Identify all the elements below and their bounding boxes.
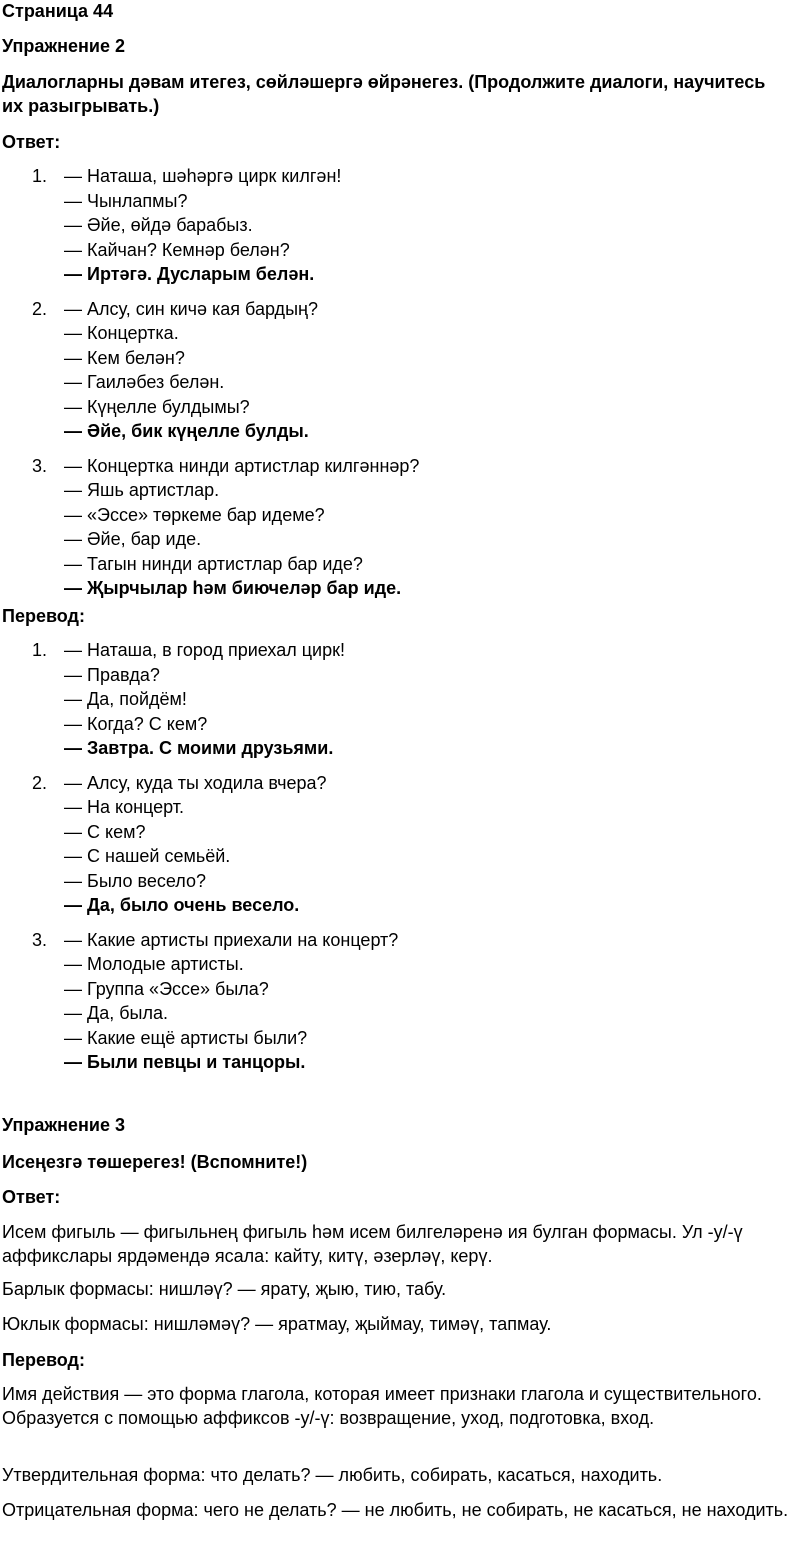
dialog-item: [32, 164, 419, 287]
dialog-line: — Когда? С кем?: [64, 713, 208, 734]
dialog-line: — Молодые артисты.: [64, 954, 244, 974]
dialog-line: — Алсу, син кичә кая бардың?: [64, 298, 318, 319]
dialog-line: — «Эссе» төркеме бар идеме?: [64, 504, 325, 525]
dialog-item: [32, 297, 419, 444]
exercise-2-answer-label: Ответ:: [2, 132, 61, 152]
exercise-2-answer-dialogs: [32, 164, 419, 611]
exercise-2-translation-label: Перевод:: [2, 606, 85, 626]
dialog-line: — Да, пойдём!: [64, 689, 187, 709]
dialog-item: [32, 638, 398, 761]
exercise-2-translation-dialogs: [32, 638, 398, 1085]
dialog-line: — Наташа, в город приехал цирк!: [64, 640, 345, 660]
dialog-line: — Правда?: [64, 664, 160, 685]
dialog-line: — Тагын нинди артистлар бар иде?: [64, 553, 363, 574]
dialog-line: — Күңелле булдымы?: [64, 396, 250, 417]
answer-paragraph: Юклык формасы: нишләмәү? — яратмау, җыймау, тимәү, тапмау.: [2, 1314, 552, 1334]
translation-paragraph: Имя действия — это форма глагола, которая имеет признаки глагола и существительного. Образуется с помощью аффиксов -у/-ү: возвращение, уход, подготовка, вход.: [2, 1384, 762, 1428]
page-title: Страница 44: [2, 1, 114, 21]
dialog-item: [32, 454, 419, 601]
dialog-number: 3.: [32, 455, 48, 476]
dialog-number: 2.: [32, 772, 48, 793]
dialog-number: 2.: [32, 298, 48, 319]
exercise-2-title: Упражнение 2: [2, 36, 125, 56]
translation-paragraph: Отрицательная форма: чего не делать? — не любить, не собирать, не касаться, не находить.: [2, 1500, 789, 1520]
dialog-line: — Кайчан? Кемнәр белән?: [64, 239, 290, 260]
dialog-line: — Концертка нинди артистлар килгәннәр?: [64, 455, 420, 476]
translation-paragraph: Утвердительная форма: что делать? — любить, собирать, касаться, находить.: [2, 1465, 663, 1485]
exercise-3-answer-label: Ответ:: [2, 1187, 61, 1207]
dialog-item: [32, 928, 398, 1075]
dialog-line: — Какие артисты приехали на концерт?: [64, 929, 399, 950]
answer-paragraph: Исем фигыль — фигыльнең фигыль һәм исем билгеләренә ия булган формасы. Ул -у/-ү аффикслары ярдәмендә ясала: кайту, китү, әзерләү, керү.: [2, 1222, 743, 1266]
dialog-line: — Әйе, өйдә барабыз.: [64, 215, 253, 235]
dialog-line: — С кем?: [64, 821, 146, 842]
dialog-line: — Әйе, бар иде.: [64, 529, 202, 549]
dialog-final-line: — Иртәгә. Дусларым белән.: [64, 264, 315, 284]
dialog-line: — Яшь артистлар.: [64, 480, 220, 500]
dialog-line: — Наташа, шәһәргә цирк килгән!: [64, 166, 342, 186]
dialog-final-line: — Да, было очень весело.: [64, 895, 300, 915]
dialog-line: — Кем белән?: [64, 347, 185, 368]
dialog-final-line: — Җырчылар һәм биючеләр бар иде.: [64, 578, 402, 598]
dialog-line: — Было весело?: [64, 870, 206, 891]
dialog-item: [32, 771, 398, 918]
dialog-line: — Алсу, куда ты ходила вчера?: [64, 772, 327, 793]
dialog-line: — Концертка.: [64, 323, 179, 343]
dialog-line: — На концерт.: [64, 797, 185, 817]
dialog-line: — Гаиләбез белән.: [64, 372, 225, 392]
answer-paragraph: Барлык формасы: нишләү? — ярату, җыю, тию, табу.: [2, 1279, 447, 1299]
dialog-line: — Какие ещё артисты были?: [64, 1027, 308, 1048]
exercise-3-translation-label: Перевод:: [2, 1350, 85, 1370]
dialog-final-line: — Әйе, бик күңелле булды.: [64, 421, 309, 441]
dialog-number: 3.: [32, 929, 48, 950]
exercise-3-task: Исеңезгә төшерегез! (Вспомните!): [2, 1152, 308, 1172]
dialog-line: — Группа «Эссе» была?: [64, 978, 269, 999]
dialog-final-line: — Были певцы и танцоры.: [64, 1052, 306, 1072]
dialog-line: — С нашей семьёй.: [64, 846, 231, 866]
exercise-2-task: Диалогларны дәвам итегез, сөйләшергә өйрәнегез. (Продолжите диалоги, научитесь их разыгрывать.): [2, 72, 766, 116]
dialog-final-line: — Завтра. С моими друзьями.: [64, 738, 334, 758]
dialog-number: 1.: [32, 166, 48, 186]
dialog-line: — Да, была.: [64, 1003, 168, 1023]
exercise-3-title: Упражнение 3: [2, 1115, 125, 1135]
dialog-line: — Чынлапмы?: [64, 190, 188, 211]
dialog-number: 1.: [32, 640, 48, 660]
